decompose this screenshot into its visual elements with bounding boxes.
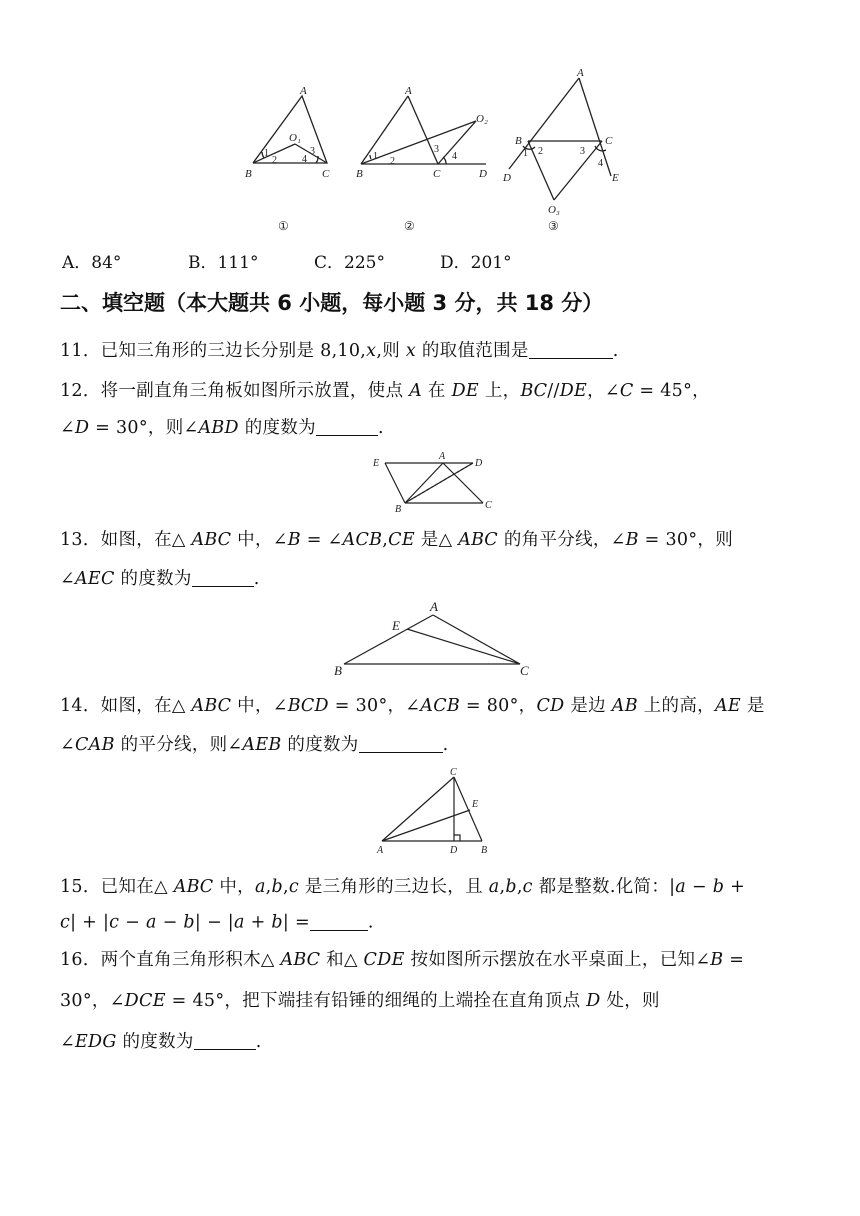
q13-label-e: E — [392, 618, 400, 633]
figure-3 — [509, 78, 611, 200]
fig3-label-c: C — [605, 135, 613, 147]
q13-label-b: B — [334, 663, 342, 678]
fig3-caption: ③ — [548, 219, 559, 233]
q14-line1: 14．如图，在△ 𝐴𝐵𝐶 中，∠𝐵𝐶𝐷 = 30°，∠𝐴𝐶𝐵 = 80°，𝐶𝐷 是边 𝐴𝐵 上的高，𝐴𝐸 是 — [60, 696, 765, 716]
fig2-label-o2: O₂ — [476, 113, 488, 125]
q15-answer-blank[interactable] — [310, 912, 368, 931]
fig1-angle-3: 3 — [310, 146, 315, 157]
fig3-label-e: E — [612, 172, 619, 184]
question-15-line2 — [60, 912, 374, 933]
q12-label-a: A — [439, 451, 446, 462]
fig3-angle-2: 2 — [538, 146, 543, 157]
q12-tail: . — [377, 418, 384, 438]
q14-label-c: C — [450, 767, 457, 778]
q16-answer-blank[interactable] — [194, 1032, 256, 1051]
q16-line3: ∠𝐸𝐷𝐺 的度数为 — [60, 1032, 194, 1052]
fig2-label-d: D — [479, 168, 487, 180]
question-16-line3 — [60, 1028, 262, 1053]
q15-line1: 15．已知在△ 𝐴𝐵𝐶 中，𝑎,𝑏,𝑐 是三角形的三边长，且 𝑎,𝑏,𝑐 都是整数.化简：|𝑎 − 𝑏 + — [60, 877, 746, 897]
figure-2 — [361, 96, 486, 164]
q13-tail: . — [253, 569, 260, 589]
fig3-angle-3: 3 — [580, 146, 585, 157]
fig2-label-b: B — [356, 168, 363, 180]
question-13-line2 — [60, 565, 260, 590]
fig1-angle-1: 1 — [264, 148, 269, 159]
question-10-figures — [240, 66, 640, 236]
fig3-angle-1: 1 — [523, 148, 528, 159]
fig1-label-b: B — [245, 168, 252, 180]
option-a: A．84° — [62, 253, 122, 273]
q11-answer-blank[interactable] — [529, 341, 613, 360]
q12-line2: ∠𝐷 = 30°，则∠𝐴𝐵𝐷 的度数为 — [60, 418, 316, 438]
q15-line2: 𝑐| + |𝑐 − 𝑎 − 𝑏| − |𝑎 + 𝑏| = — [60, 912, 310, 933]
fig3-angle-4: 4 — [598, 158, 603, 169]
q12-label-b: B — [395, 504, 402, 515]
fig1-angle-2: 2 — [272, 155, 277, 166]
q13-label-a: A — [430, 599, 438, 614]
fig2-label-a: A — [405, 85, 412, 97]
q12-line1: 12．将一副直角三角板如图所示放置，使点 𝐴 在 𝐷𝐸 上，𝐵𝐶//𝐷𝐸，∠𝐶 = 45°， — [60, 381, 710, 401]
q14-line2: ∠𝐶𝐴𝐵 的平分线，则∠𝐴𝐸𝐵 的度数为 — [60, 735, 359, 755]
fig3-label-a: A — [577, 67, 584, 79]
fig2-angle-4: 4 — [452, 151, 457, 162]
fig3-label-o3: O₃ — [548, 204, 560, 216]
question-12-line2 — [60, 414, 384, 439]
q15-tail: . — [367, 912, 374, 933]
q13-line1: 13．如图，在△ 𝐴𝐵𝐶 中，∠𝐵 = ∠𝐴𝐶𝐵,𝐶𝐸 是△ 𝐴𝐵𝐶 的角平分线，∠𝐵 = 30°，则 — [60, 530, 733, 550]
fig3-label-d: D — [503, 172, 511, 184]
fig2-angle-2: 2 — [390, 156, 395, 167]
q13-line2: ∠𝐴𝐸𝐶 的度数为 — [60, 569, 192, 589]
q13-figure — [330, 597, 540, 679]
q11-tail: . — [612, 341, 619, 361]
q12-figure — [365, 448, 500, 516]
q14-figure — [374, 765, 494, 857]
q11-text: 11．已知三角形的三边长分别是 8,10,𝑥,则 𝑥 的取值范围是 — [60, 341, 529, 361]
question-11 — [60, 337, 619, 362]
fig2-angle-1: 1 — [373, 151, 378, 162]
fig1-label-o1: O₁ — [289, 132, 301, 144]
option-d: D．201° — [440, 253, 512, 273]
q16-line2: 30°，∠𝐷𝐶𝐸 = 45°，把下端挂有铅锤的细绳的上端拴在直角顶点 𝐷 处，则 — [60, 991, 660, 1011]
fig1-caption: ① — [278, 219, 289, 233]
q16-tail: . — [255, 1032, 262, 1052]
q13-answer-blank[interactable] — [192, 569, 254, 588]
fig2-caption: ② — [404, 219, 415, 233]
fig1-label-c: C — [322, 168, 330, 180]
q14-label-d: D — [450, 845, 458, 856]
fig2-angle-3: 3 — [434, 144, 439, 155]
q14-label-a: A — [377, 845, 384, 856]
q12-label-d: D — [475, 458, 483, 469]
fig2-label-c: C — [433, 168, 441, 180]
option-c: C．225° — [314, 253, 385, 273]
q12-label-e: E — [373, 458, 380, 469]
section-title: 二、填空题（本大题共 6 小题，每小题 3 分，共 18 分） — [60, 291, 604, 315]
q13-label-c: C — [520, 663, 529, 678]
q14-label-e: E — [472, 799, 479, 810]
q12-answer-blank[interactable] — [316, 418, 378, 437]
question-14-line2 — [60, 731, 449, 756]
fig1-label-a: A — [300, 85, 307, 97]
q14-tail: . — [442, 735, 449, 755]
fig3-label-b: B — [515, 135, 522, 147]
q12-label-c: C — [485, 500, 492, 511]
fig1-angle-4: 4 — [302, 154, 307, 165]
option-b: B．111° — [188, 253, 259, 273]
q14-label-b: B — [481, 845, 488, 856]
q16-line1: 16．两个直角三角形积木△ 𝐴𝐵𝐶 和△ 𝐶𝐷𝐸 按如图所示摆放在水平桌面上，已知∠𝐵 = — [60, 950, 745, 970]
q14-answer-blank[interactable] — [359, 735, 443, 754]
